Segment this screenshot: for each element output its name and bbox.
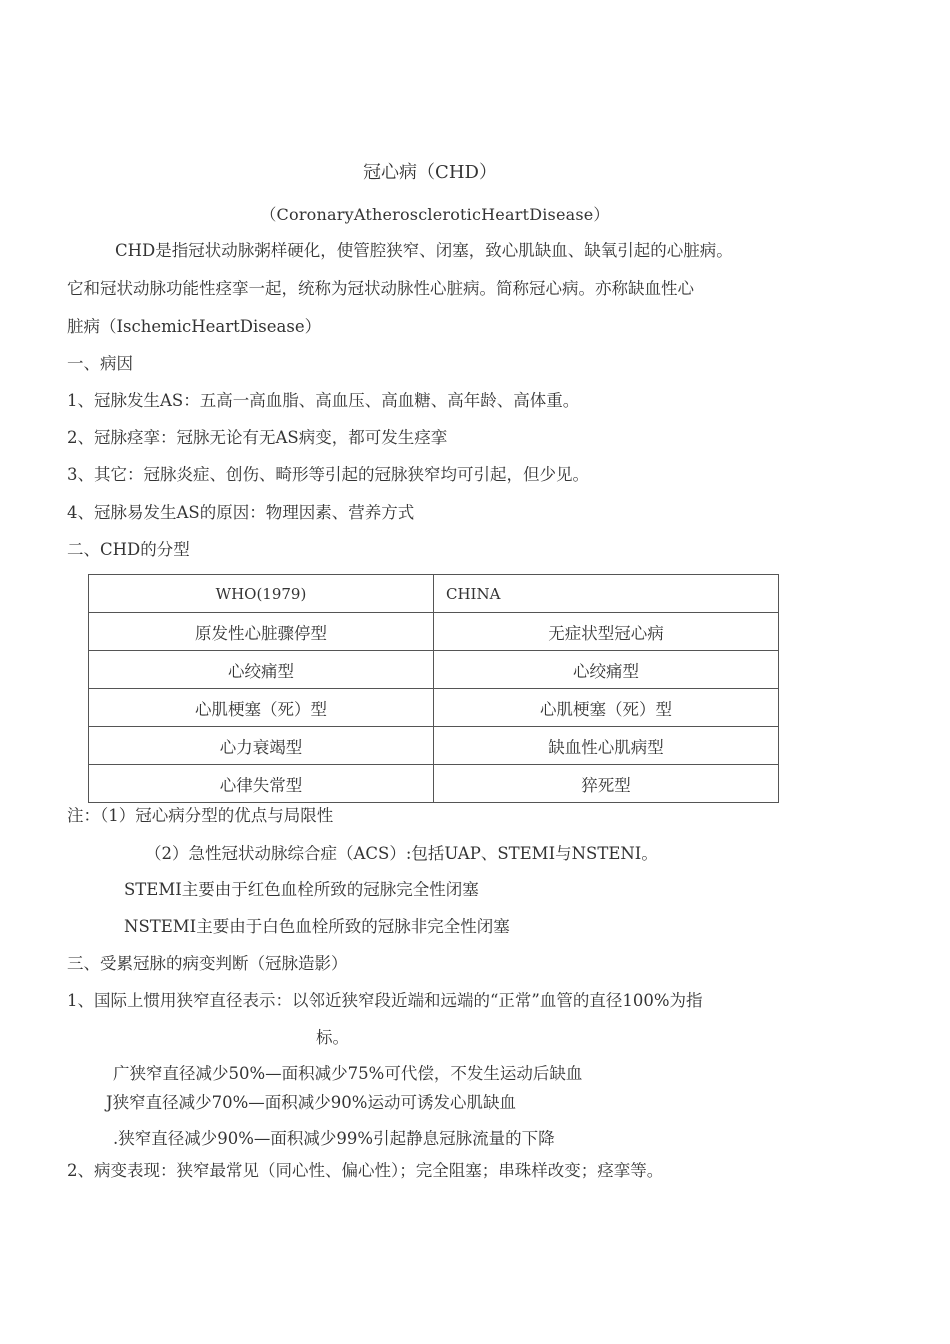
note-3: STEMI主要由于红色血栓所致的冠脉完全性闭塞 — [124, 880, 479, 899]
etiology-item-3: 3、其它：冠脉炎症、创伤、畸形等引起的冠脉狭窄均可引起，但少见。 — [67, 465, 589, 484]
etiology-item-2: 2、冠脉痉挛：冠脉无论有无AS病变，都可发生痉挛 — [67, 428, 448, 447]
note-1: 注：（1）冠心病分型的优点与局限性 — [67, 806, 334, 825]
classification-table — [88, 574, 779, 803]
lesion-item-1: 1、国际上惯用狭窄直径表示：以邻近狭窄段近端和远端的“正常”血管的直径100%为指 — [67, 991, 703, 1010]
table-cell: 心肌梗塞（死）型 — [434, 689, 779, 727]
lesion-detail-1: 广狭窄直径减少50%—面积减少75%可代偿，不发生运动后缺血 — [113, 1064, 583, 1083]
table-cell: 猝死型 — [434, 765, 779, 803]
table-cell: 心律失常型 — [89, 765, 434, 803]
lesion-detail-2: J狭窄直径减少70%—面积减少90%运动可诱发心肌缺血 — [106, 1093, 516, 1112]
table-row — [89, 689, 779, 727]
page-subtitle: （CoronaryAtheroscleroticHeartDisease） — [260, 205, 610, 224]
table-row — [89, 765, 779, 803]
lesion-item-2: 2、病变表现：狭窄最常见（同心性、偏心性）；完全阻塞；串珠样改变；痉挛等。 — [67, 1161, 664, 1180]
table-row — [89, 727, 779, 765]
table-row — [89, 613, 779, 651]
section-heading-classification: 二、CHD的分型 — [67, 540, 190, 559]
note-4: NSTEMI主要由于白色血栓所致的冠脉非完全性闭塞 — [124, 917, 510, 936]
section-heading-lesion: 三、受累冠脉的病变判断（冠脉造影） — [67, 954, 348, 973]
lesion-item-1-cont: 标。 — [316, 1028, 349, 1047]
table-header-china: CHINA — [434, 575, 779, 613]
table-cell: 心绞痛型 — [434, 651, 779, 689]
intro-line-2: 它和冠状动脉功能性痉挛一起，统称为冠状动脉性心脏病。简称冠心病。亦称缺血性心 — [67, 279, 694, 298]
intro-line-3: 脏病（IschemicHeartDisease） — [67, 317, 322, 336]
etiology-item-4: 4、冠脉易发生AS的原因：物理因素、营养方式 — [67, 503, 415, 522]
table-cell: 心绞痛型 — [89, 651, 434, 689]
table-header-who: WHO(1979) — [89, 575, 434, 613]
lesion-detail-3: .狭窄直径减少90%—面积减少99%引起静息冠脉流量的下降 — [113, 1129, 555, 1148]
note-2: （2）急性冠状动脉综合症（ACS）:包括UAP、STEMI与NSTENI。 — [145, 844, 658, 863]
table-cell: 心力衰竭型 — [89, 727, 434, 765]
table-row — [89, 651, 779, 689]
table-cell: 心肌梗塞（死）型 — [89, 689, 434, 727]
page-title: 冠心病（CHD） — [363, 162, 497, 183]
table-cell: 无症状型冠心病 — [434, 613, 779, 651]
table-cell: 原发性心脏骤停型 — [89, 613, 434, 651]
table-cell: 缺血性心肌病型 — [434, 727, 779, 765]
etiology-item-1: 1、冠脉发生AS：五高一高血脂、高血压、高血糖、高年龄、高体重。 — [67, 391, 580, 410]
table-header-row — [89, 575, 779, 613]
section-heading-etiology: 一、病因 — [67, 354, 133, 373]
intro-line-1: CHD是指冠状动脉粥样硬化，使管腔狭窄、闭塞，致心肌缺血、缺氧引起的心脏病。 — [115, 241, 733, 260]
